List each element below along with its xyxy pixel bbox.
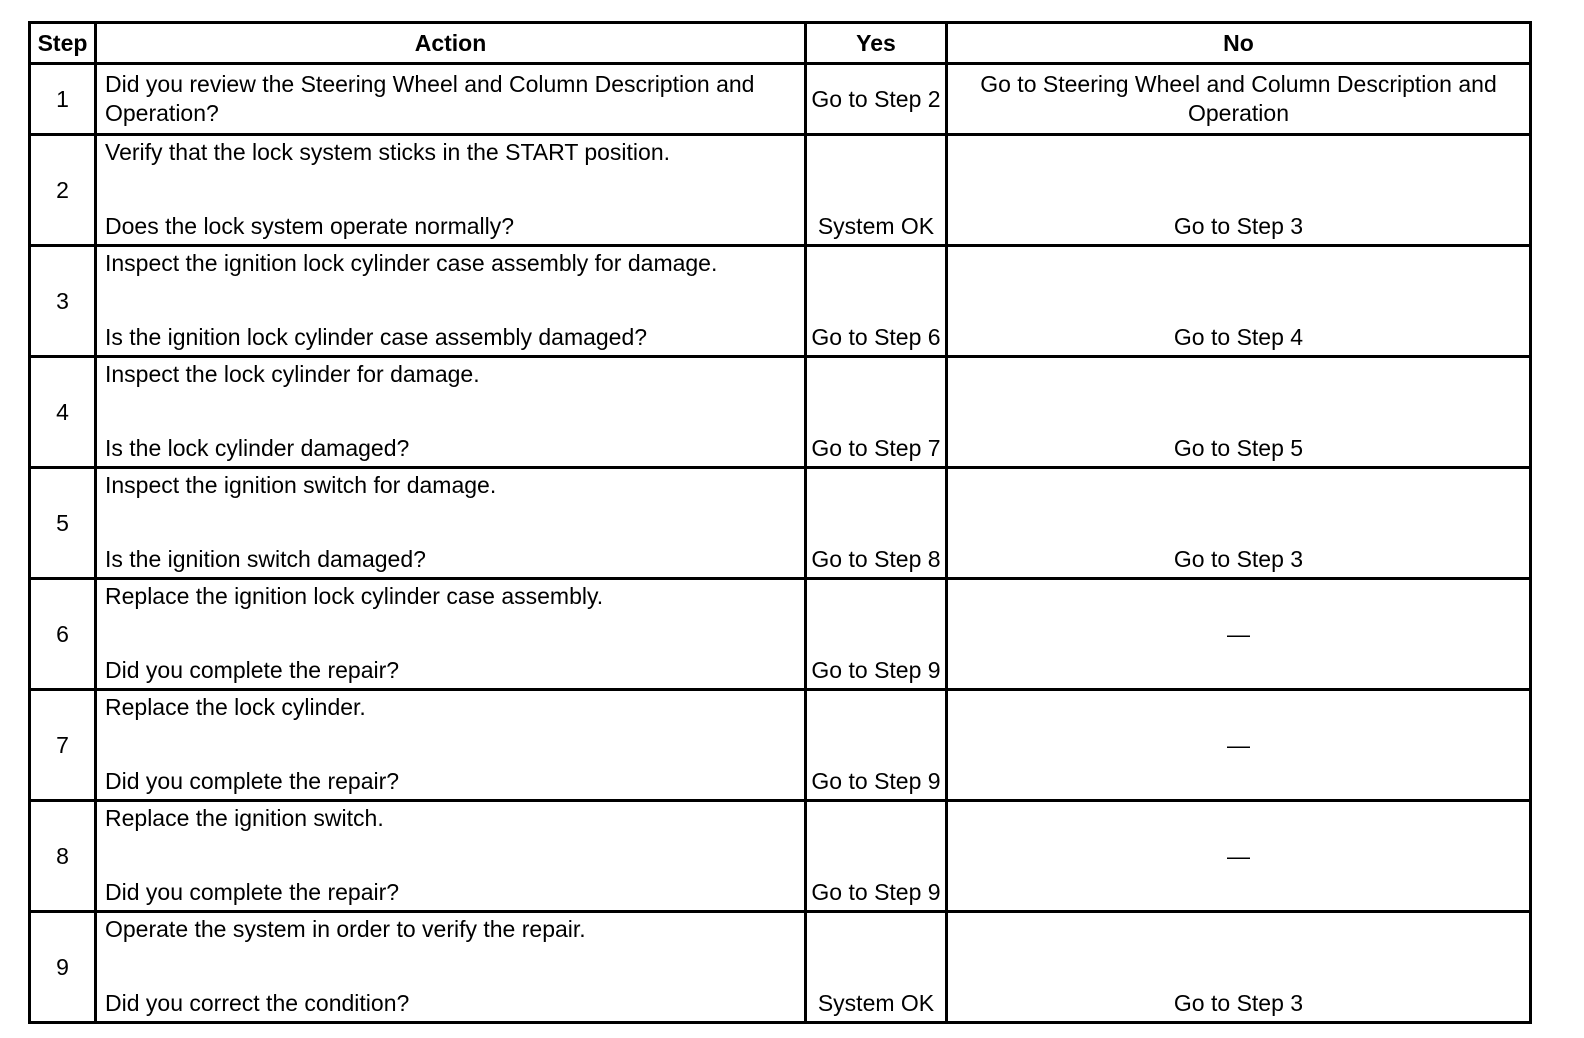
yes-result: Go to Step 2: [806, 64, 947, 135]
no-result: Go to Step 5: [947, 357, 1531, 468]
yes-result: Go to Step 6: [806, 246, 947, 357]
action-question: Did you complete the repair?: [105, 768, 400, 794]
yes-result: Go to Step 7: [806, 357, 947, 468]
step-number: 7: [30, 690, 96, 801]
no-result: Go to Step 3: [947, 912, 1531, 1023]
table-row: [30, 357, 1531, 468]
action-cell: [96, 912, 806, 1023]
step-number: 6: [30, 579, 96, 690]
action-cell: [96, 468, 806, 579]
action-text: Replace the ignition lock cylinder case assembly.: [105, 583, 604, 609]
no-result: —: [947, 801, 1531, 912]
action-question: Did you correct the condition?: [105, 990, 410, 1016]
table-row: [30, 64, 1531, 135]
yes-result: Go to Step 9: [806, 690, 947, 801]
table-row: [30, 579, 1531, 690]
action-cell: [96, 690, 806, 801]
header-action: Action: [96, 23, 806, 64]
yes-result: Go to Step 9: [806, 801, 947, 912]
action-text: Verify that the lock system sticks in the START position.: [105, 139, 671, 165]
action-question: Is the ignition lock cylinder case assembly damaged?: [105, 324, 648, 350]
table-header-row: [30, 23, 1531, 64]
action-cell: [96, 64, 806, 135]
action-cell: [96, 246, 806, 357]
action-question: Did you complete the repair?: [105, 879, 400, 905]
table-row: [30, 468, 1531, 579]
step-number: 9: [30, 912, 96, 1023]
action-text: Replace the ignition switch.: [105, 805, 384, 831]
action-question: Does the lock system operate normally?: [105, 213, 515, 239]
yes-result: Go to Step 8: [806, 468, 947, 579]
table-row: [30, 246, 1531, 357]
no-result: Go to Step 3: [947, 135, 1531, 246]
step-number: 8: [30, 801, 96, 912]
action-text: Operate the system in order to verify the repair.: [105, 916, 586, 942]
action-cell: [96, 135, 806, 246]
action-cell: [96, 357, 806, 468]
table-row: [30, 801, 1531, 912]
yes-result: System OK: [806, 135, 947, 246]
diagnostic-table: [28, 21, 1532, 1024]
no-result: —: [947, 690, 1531, 801]
step-number: 2: [30, 135, 96, 246]
no-result: Go to Step 4: [947, 246, 1531, 357]
step-number: 4: [30, 357, 96, 468]
table-row: [30, 135, 1531, 246]
action-text: Did you review the Steering Wheel and Column Description and Operation?: [105, 71, 755, 126]
header-no: No: [947, 23, 1531, 64]
action-text: Inspect the ignition lock cylinder case assembly for damage.: [105, 250, 718, 276]
action-text: Replace the lock cylinder.: [105, 694, 366, 720]
action-text: Inspect the lock cylinder for damage.: [105, 361, 480, 387]
table-row: [30, 912, 1531, 1023]
diagnostic-table-sheet: [28, 21, 1529, 1024]
yes-result: System OK: [806, 912, 947, 1023]
header-step: Step: [30, 23, 96, 64]
action-cell: [96, 579, 806, 690]
action-question: Did you complete the repair?: [105, 657, 400, 683]
yes-result: Go to Step 9: [806, 579, 947, 690]
no-result: Go to Steering Wheel and Column Description and Operation: [947, 64, 1531, 135]
no-result: —: [947, 579, 1531, 690]
action-question: Is the lock cylinder damaged?: [105, 435, 410, 461]
table-row: [30, 690, 1531, 801]
action-text: Inspect the ignition switch for damage.: [105, 472, 497, 498]
step-number: 3: [30, 246, 96, 357]
action-cell: [96, 801, 806, 912]
no-result: Go to Step 3: [947, 468, 1531, 579]
header-yes: Yes: [806, 23, 947, 64]
step-number: 5: [30, 468, 96, 579]
step-number: 1: [30, 64, 96, 135]
action-question: Is the ignition switch damaged?: [105, 546, 426, 572]
